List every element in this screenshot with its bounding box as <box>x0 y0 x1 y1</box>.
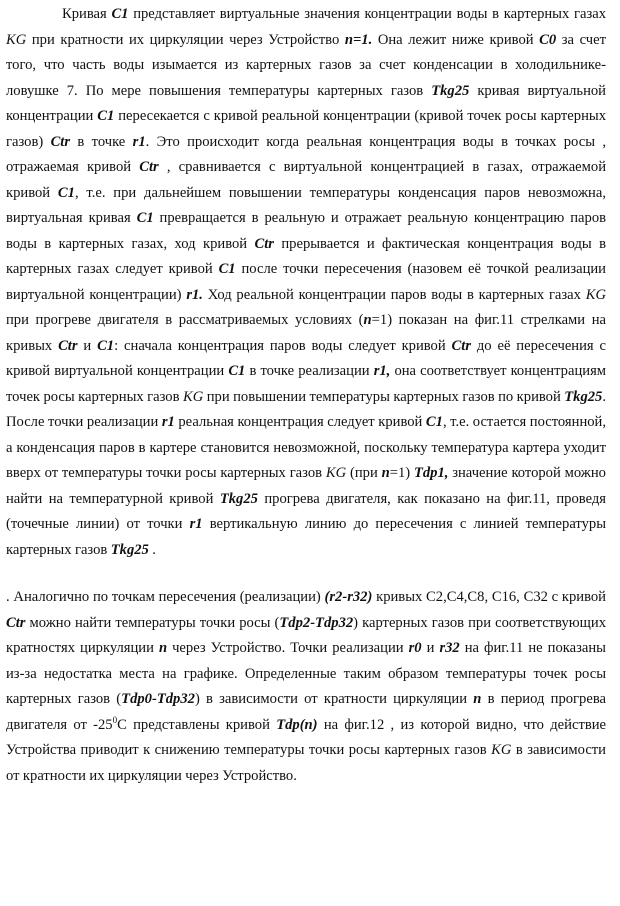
text-run: на фиг.11 не показаны из-за недостатка места на графике. Определенные таким образом температуры точек росы картерных газов ( <box>6 640 606 707</box>
text-run: Кривая <box>62 6 112 22</box>
term-italic: KG <box>182 388 204 405</box>
text-run: С представлены кривой <box>117 716 277 733</box>
text-run: кривых С2,С4,С8, С16, С32 с кривой <box>372 589 606 605</box>
text-run: в точке реализации <box>245 363 374 379</box>
superscript: 0 <box>112 714 118 725</box>
term-bold-italic: C1 <box>97 108 115 124</box>
term-bold-italic: Tdp1, <box>413 465 449 481</box>
term-bold-italic: n <box>363 312 372 328</box>
text-run: прерывается и фактическая концентрация воды в картерных газах следует кривой <box>6 235 606 277</box>
term-bold-italic: Tdp2-Tdp32 <box>279 614 354 631</box>
text-run: в зависимости от кратности их циркуляции через Устройство. <box>6 742 606 784</box>
text-run: за счет того, что часть воды изымается из картерных газов за счет конденсации в холодильнике-ловушке 7. По мере повышения температуры картерных газов <box>6 31 606 99</box>
text-run: в точке <box>70 133 133 150</box>
term-bold-italic: r1 <box>161 414 175 430</box>
term-bold-italic: r1 <box>189 516 203 532</box>
term-bold-italic: C1 <box>228 363 246 379</box>
term-bold-italic: C1 <box>425 414 443 430</box>
text-run: представляет виртуальные значения концентрации воды в картерных газах <box>128 6 606 22</box>
text-run: =1) <box>389 465 414 481</box>
text-run: при повышении температуры картерных газов по кривой <box>203 388 565 405</box>
term-bold-italic: C1 <box>218 261 236 277</box>
term-bold-italic: r1 <box>132 133 146 150</box>
term-bold-italic: Tdp0-Tdp32 <box>121 691 195 707</box>
text-run: превращается в реальную и отражает реальную концентрацию паров воды в картерных газах, ход кривой <box>6 210 607 252</box>
text-run: . <box>148 541 156 558</box>
text-run: ) картерных газов при соответствующих кратностях циркуляции <box>6 614 606 656</box>
text-run: : сначала концентрация паров воды следует кривой <box>114 337 452 354</box>
term-bold-italic: Tkg25 <box>110 541 149 558</box>
text-run: . Аналогично по точкам пересечения (реализации) <box>6 589 325 605</box>
term-bold-italic: Ctr <box>139 159 159 175</box>
term-italic: KG <box>6 31 27 48</box>
term-bold-italic: C1 <box>136 210 154 226</box>
text-run: , т.е. при дальнейшем повышении температуры конденсация паров невозможна, виртуальная кривая <box>6 184 606 226</box>
term-bold-italic: Tdp(n) <box>276 716 318 733</box>
term-bold-italic: Tkg25 <box>219 490 258 507</box>
term-bold-italic: r1. <box>186 286 203 303</box>
text-run: после точки пересечения (назовем её точкой реализации виртуальной концентрации) <box>6 261 606 303</box>
text-run: и <box>77 337 98 354</box>
term-bold-italic: C0 <box>539 31 557 48</box>
text-run: до её пересечения с кривой виртуальной концентрации <box>6 337 606 379</box>
text-run: через Устройство. Точки реализации <box>167 640 409 656</box>
term-bold-italic: n <box>158 640 168 656</box>
term-italic: KG <box>491 742 512 758</box>
term-bold-italic: Ctr <box>451 337 472 354</box>
text-run: при прогреве двигателя в рассматриваемых условиях ( <box>6 312 364 328</box>
text-run: , т.е. остается постоянной, а конденсация паров в картере становится невозможной, поскольку температура картера уходит вверх от температуры точки росы картерных газов <box>6 414 607 481</box>
term-bold-italic: Ctr <box>6 614 26 631</box>
text-run: можно найти температуры точки росы ( <box>25 614 280 631</box>
term-bold-italic: C1 <box>97 337 115 354</box>
text-run: кривая виртуальной концентрации <box>6 82 606 124</box>
term-bold-italic: n=1. <box>344 31 373 48</box>
term-bold-italic: n <box>473 691 482 707</box>
text-run: (при <box>346 465 382 481</box>
term-bold-italic: Ctr <box>254 235 274 252</box>
text-run: . Это происходит когда реальная концентрация воды в точках росы , отражаемая кривой <box>6 133 607 175</box>
text-run: . После точки реализации <box>6 388 607 430</box>
term-bold-italic: n <box>381 465 390 481</box>
text-run: реальная концентрация следует кривой <box>174 414 426 430</box>
text-run: значение которой можно найти на температурной кривой <box>6 465 606 507</box>
term-italic: KG <box>325 465 347 481</box>
text-run: вертикальную линию до пересечения с линией температуры картерных газов <box>6 516 607 558</box>
text-run: при кратности их циркуляции через Устройство <box>26 31 345 48</box>
term-bold-italic: (r2-r32) <box>324 589 373 605</box>
text-run: Она лежит ниже кривой <box>372 31 540 48</box>
text-run: , сравнивается с виртуальной концентрацией в газах, отражаемой кривой <box>6 159 607 201</box>
paragraph-1 <box>6 2 606 563</box>
term-bold-italic: C1 <box>111 6 129 22</box>
term-bold-italic: Ctr <box>50 133 71 150</box>
text-run: в период прогрева двигателя от -25 <box>6 691 606 733</box>
text-run: и <box>421 640 440 656</box>
text-run: Ход реальной концентрации паров воды в картерных газах <box>202 286 586 303</box>
term-bold-italic: r0 <box>408 640 422 656</box>
term-italic: KG <box>585 286 607 303</box>
term-bold-italic: r1, <box>373 363 391 379</box>
text-run: прогрева двигателя, как показано на фиг.11, проведя (точечные линии) от точки <box>6 490 606 532</box>
term-bold-italic: Tkg25 <box>564 388 603 405</box>
text-run: она соответствует концентрациям точек росы картерных газов <box>6 363 607 405</box>
text-run: на фиг.12 , из которой видно, что действие Устройства приводит к снижению температуры точки росы картерных газов <box>6 716 607 758</box>
text-run: =1) показан на фиг.11 стрелками на кривых <box>6 312 606 354</box>
term-bold-italic: Tkg25 <box>431 82 470 99</box>
text-run: ) в зависимости от кратности циркуляции <box>194 691 474 707</box>
term-bold-italic: r32 <box>439 640 460 656</box>
text-run: пересекается с кривой реальной концентрации (кривой точек росы картерных газов) <box>6 108 606 150</box>
term-bold-italic: Ctr <box>58 337 78 354</box>
term-bold-italic: C1 <box>57 184 75 201</box>
paragraph-2 <box>6 585 606 789</box>
